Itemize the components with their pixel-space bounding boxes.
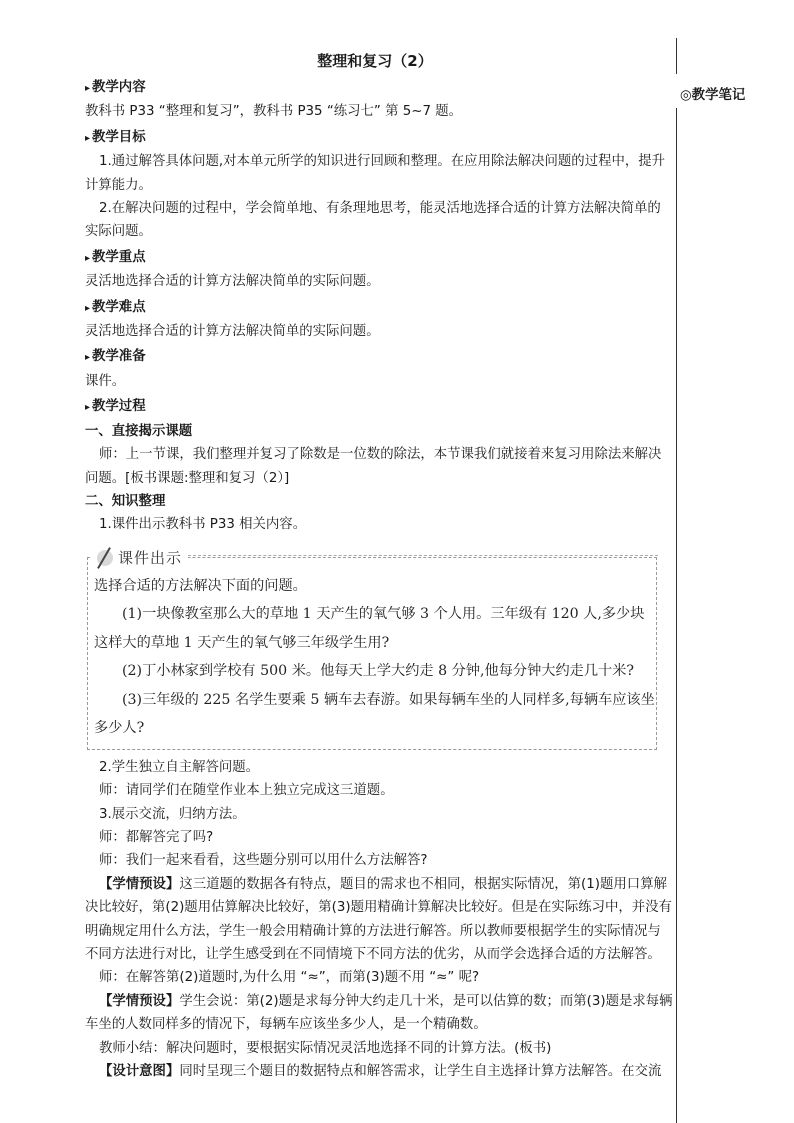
paragraph: 师：在解答第(2)道题时,为什么用 “≈”，而第(3)题不用 “≈” 呢? (99, 970, 480, 986)
paragraph-text: 这三道题的数据各有特点，题目的需求也不相同，根据实际情况，第(1)题用口算解决比较好，第(2)题用估算解决比较好，第(3)题用精确计算解决比较好。但是在实际练习中，并没有明确规定用什么方法，学生一般会用精确计算的方法进行解答。所以教师要根据学生的实际情况与不同方法进行对比，让学生感受到在不同情境下不同方法的优劣，从而学会选择合适的方法解答。 (85, 876, 672, 962)
key-text: 灵活地选择合适的计算方法解决简单的实际问题。 (85, 274, 380, 290)
box-question: (1)一块像教室那么大的草地 1 天产生的氧气够 3 个人用。三年级有 120 人,多少块这样大的草地 1 天产生的氧气够三年级学生用? (94, 606, 645, 651)
goal-paragraph: 1.通过解答具体问题,对本单元所学的知识进行回顾和整理。在应用除法解决问题的过程中，提升计算能力。 (85, 154, 666, 193)
courseware-box-title (92, 544, 188, 573)
difficulty-text: 灵活地选择合适的计算方法解决简单的实际问题。 (85, 324, 380, 340)
section-heading-difficulty (85, 296, 673, 320)
heading-text: 教学难点 (92, 299, 146, 315)
paragraph: 教师小结：解决问题时，要根据实际情况灵活地选择不同的计算方法。(板书) (99, 1040, 552, 1056)
preparation-text: 课件。 (85, 373, 126, 389)
paragraph: 师：上一节课，我们整理并复习了除数是一位数的除法，本节课我们就接着来复习用除法来解决问题。[板书课题:整理和复习（2）] (85, 447, 662, 486)
section-heading-goals (85, 126, 673, 150)
box-question: (2)丁小林家到学校有 500 米。他每天上学大约走 8 分钟,他每分钟大约走几十米? (122, 663, 634, 680)
section-heading-preparation (85, 345, 673, 369)
paragraph (85, 990, 673, 1037)
paragraph: 3.展示交流，归纳方法。 (99, 806, 246, 822)
courseware-box-label: 课件出示 (118, 548, 183, 567)
pen-icon (94, 547, 116, 569)
tag-label: 【设计意图】 (99, 1064, 180, 1079)
goal-paragraph: 2.在解决问题的过程中，学会简单地、有条理地思考，能灵活地选择合适的计算方法解决简单的实际问题。 (85, 201, 661, 240)
part-heading: 一、直接揭示课题 (85, 423, 193, 439)
heading-text: 教学内容 (92, 80, 146, 95)
heading-text: 教学准备 (92, 349, 146, 365)
section-heading-key (85, 246, 673, 270)
paragraph: 2.学生独立自主解答问题。 (99, 759, 260, 775)
paragraph: 师：请同学们在随堂作业本上独立完成这三道题。 (99, 783, 394, 799)
margin-rule (676, 108, 677, 1123)
paragraph: 师：都解答完了吗? (99, 829, 214, 845)
paragraph-text: 学生会说：第(2)题是求每分钟大约走几十米，是可以估算的数；而第(3)题是求每辆车坐的人数同样多的情况下，每辆车应该坐多少人，是一个精确数。 (85, 993, 673, 1033)
box-intro: 选择合适的方法解决下面的问题。 (94, 577, 307, 594)
content-text: 教科书 P33 “整理和复习”，教科书 P35 “练习七” 第 5~7 题。 (85, 104, 463, 120)
section-heading-process (85, 395, 673, 419)
margin-rule-top (676, 38, 677, 74)
courseware-box (87, 548, 657, 750)
heading-text: 教学目标 (92, 129, 146, 145)
paragraph (85, 873, 673, 967)
section-heading-content (85, 76, 673, 100)
paragraph-text: 同时呈现三个题目的数据特点和解答需求，让学生自主选择计算方法解答。在交流 (179, 1064, 662, 1079)
paragraph: 师：我们一起来看看，这些题分别可以用什么方法解答? (99, 853, 428, 869)
tag-label: 【学情预设】 (99, 876, 180, 892)
heading-text: 教学重点 (92, 249, 146, 265)
tag-label: 【学情预设】 (99, 993, 180, 1009)
paragraph: 1.课件出示教科书 P33 相关内容。 (99, 517, 307, 533)
paragraph (85, 1060, 673, 1083)
heading-text: 教学过程 (92, 399, 146, 415)
box-question: (3)三年级的 225 名学生要乘 5 辆车去春游。如果每辆车坐的人同样多,每辆车应该坐多少人? (94, 691, 655, 737)
page-title: 整理和复习（2） (317, 52, 433, 70)
part-heading: 二、知识整理 (85, 493, 166, 509)
lesson-plan (85, 0, 673, 1083)
notes-column-label: ◎教学笔记 (680, 88, 746, 103)
